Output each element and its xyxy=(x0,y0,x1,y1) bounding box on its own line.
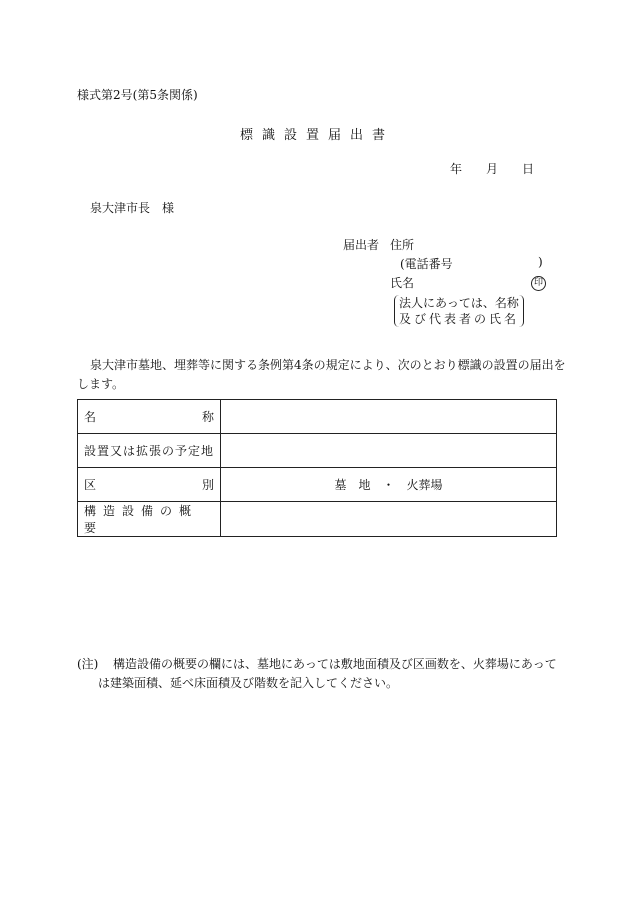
phone-label: (電話番号 xyxy=(400,257,453,271)
document-title: 標識設置届出書 xyxy=(240,128,395,143)
location-value-cell[interactable] xyxy=(221,434,557,468)
row-label: 別 xyxy=(201,478,214,492)
row-label: 構造設備の概要 xyxy=(78,502,221,537)
date-day: 日 xyxy=(522,162,535,176)
details-table xyxy=(77,399,557,537)
body-text-line2: します。 xyxy=(77,377,125,391)
seal-mark: 印 xyxy=(531,276,546,291)
addressee: 泉大津市長 様 xyxy=(90,201,175,215)
category-value-cell[interactable]: 墓 地 ・ 火葬場 xyxy=(221,468,557,502)
table-row xyxy=(78,468,557,502)
corporate-note-line1: 法人にあっては、名称 xyxy=(399,296,519,310)
row-label: 称 xyxy=(201,410,214,424)
name-label: 氏名 xyxy=(390,276,415,290)
corporate-note-line2: 及び代表者の氏名 xyxy=(399,312,520,326)
date-month: 月 xyxy=(486,162,499,176)
table-row xyxy=(78,434,557,468)
row-label: 区 xyxy=(84,478,97,492)
phone-close: ) xyxy=(538,255,543,269)
table-row xyxy=(78,400,557,434)
applicant-label: 届出者 xyxy=(343,238,380,252)
structure-value-cell[interactable] xyxy=(221,502,557,537)
row-label: 設置又は拡張の予定地 xyxy=(78,434,221,468)
note-line2: は建築面積、延べ床面積及び階数を記入してください。 xyxy=(98,676,399,690)
row-label: 名 xyxy=(84,410,97,424)
corporate-note xyxy=(394,295,524,327)
note-line1: 構造設備の概要の欄には、墓地にあっては敷地面積及び区画数を、火葬場にあって xyxy=(113,657,557,671)
date-year: 年 xyxy=(450,162,463,176)
form-number: 様式第2号(第5条関係) xyxy=(77,88,198,102)
body-text-line1: 泉大津市墓地、埋葬等に関する条例第4条の規定により、次のとおり標識の設置の届出を xyxy=(90,358,566,372)
table-row xyxy=(78,502,557,537)
name-value-cell[interactable] xyxy=(221,400,557,434)
address-label: 住所 xyxy=(390,238,415,252)
note-mark: (注) xyxy=(77,657,99,671)
